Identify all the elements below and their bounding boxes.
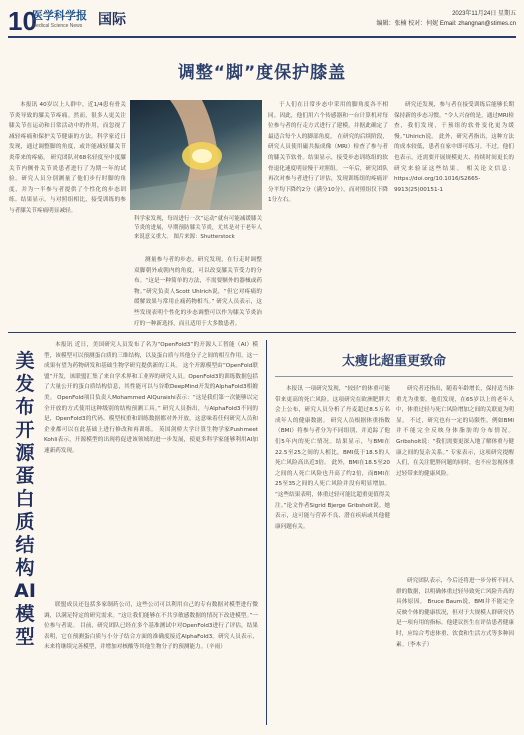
article3-col2-text: 研究者还指出，随着年龄增长，保持适当体重尤为重要。他们发现，在65岁以上的老年人中，体重过轻与死亡风险增加之间的关联更为明显。 不过，研究也有一定的局限性，例如BMI并不能完全反映身体脂肪的分布情况。Gribsholt说：“我们需要更深入地了解体重与健康之间的复杂关系。” 专家表示，这项研究提醒人们，在关注肥胖问题的同时，也不应忽视体重过轻带来的健康风险。 [396,386,514,477]
article3-col2 [396,384,514,574]
masthead-rule [8,36,516,38]
article3-title-rule [275,376,513,377]
column-divider [266,340,267,725]
article3-col1-text: 本报讯 一项研究发现，“较轻”的体重可能带来更高的死亡风险。这项研究在欧洲肥胖大会上公布，研究人员分析了丹麦超过8.5万名成年人的健康数据。 研究人员根据体重指数（BMI）将参与者分为不同组别，并追踪了他们5年内的死亡情况。结果显示，与BMI在22.5至25之间的人相比，BMI低于18.5的人死亡风险高出近3倍。 此外，BMI在18.5至20之间的人死亡风险也升高了约2倍，而BMI在25至35之间的人死亡风险并没有明显增加。 “这些结果表明，体重过轻可能比超重更值得关注。”论文作者Sigrid Bjerge Gribsholt说。她表示，这可能与营养不良、潜在疾病或其他健康问题有关。 [275,386,390,530]
photo-caption: 科学家发现，每周进行一次“运动”就有可能减缓膝关节炎的进展，早期预防膝关节炎，尤其是对于老年人来说意义重大。 图片来源：Shutterstock [134,216,262,240]
article1-col2-text: 测量参与者的步态。研究发现，在行走时调整双脚朝外或朝内的角度，可以改变膝关节受力的分布。“这是一种简单的方法，不需要额外的器械或药物。”研究负责人Scott Uhlrich说，“但它对疼痛的缓解效果与常用止痛药物相当。” 研究人员表示，这些发现表明个性化的步态调整可以作为膝关节炎治疗的一种新选择，而且适用于大多数患者。 [134,257,262,327]
article3-col3-text: 研究团队表示，今后还将进一步分析不同人群的数据，以明确体重过轻导致死亡风险升高的具体原因。 Bruce Baum说，BMI并不能完全反映个体的健康状况，但对于大规模人群研究仍是一项有用的指标。他建议医生在评估患者健康时，应综合考虑体重、饮食和生活方式等多种因素。（李木子） [396,578,514,648]
article3-col3 [396,576,514,724]
article1-col4-text: 研究还发现，参与者在接受训练后能够长期保持新的步态习惯。“令人兴奋的是，通过MRI检查，我们发现，干预组的软骨变化更为缓慢。”Uhlrich说。 此外，研究者指出，这种方法的成本较低，患者在家中即可练习。不过，他们也表示，还需要开展规模更大、持续时间更长的研究来验证这些结果。 相关论文信息：https://doi.org/10.1016/S2665-9913(25)00151-1 [394,102,514,193]
article1-col4 [394,100,514,323]
article2-title: 美发布开源蛋白质结构AI模型 [14,350,36,648]
newspaper-brand: 医学科学报 [32,9,87,22]
article2-col2-text: 联盟成员还包括多家制药公司，这些公司可以利用自己的专有数据对模型进行微调，以满足特定的研究需求。“这让我们能够在不共享敏感数据的情况下改进模型。”一位参与者说。 目前，研究团队已经在多个基准测试中对OpenFold3进行了评估，结果表明，它在预测蛋白质与小分子结合方面的准确度接近AlphaFold3。研究人员表示，未来将继续完善模型，并增加对核酸等其他生物分子的预测能力。（辛雨） [44,602,258,651]
editor-line: 编辑：张楠 校对：何妮 Email: zhangnan@stimes.cn [376,21,516,27]
article2-col2 [44,600,258,720]
article1-col1 [9,100,126,315]
knee-photo [130,100,262,210]
article1-title: 调整“脚”度保护膝盖 [177,63,347,83]
section-name: 国际 [98,12,126,28]
article3-title: 太瘦比超重更致命 [341,354,446,369]
masthead [8,6,516,42]
article2-vertical-title [13,350,37,649]
article1-col3-text: 于人们在日常步态中采用的脚角度各不相同。因此，他们用六个传感器和一台计算机对每位参与者的行走方式进行了建模，并据此确定了最适合每个人的脚部角度。 在研究的后续阶段，研究人员使用磁共振成像（MRI）检查了参与者的膝关节软骨。结果显示，接受步态训练组的软骨退化速度明显慢于对照组。 一年后，研究团队再次对参与者进行了评估，发现训练组的疼痛评分平均下降约2分（满分10分），而对照组仅下降1分左右。 [268,102,388,204]
article2-col1-text: 本报讯 近日，美国研究人员发布了名为“OpenFold3”的开源人工智能（AI）模型，该模型可以预测蛋白质的三维结构，以及蛋白质与其他分子之间的相互作用。这一成果有望为药物研发和基础生物学研究提供新的工具。 这个开源模型由“OpenFold联盟”开发，该联盟汇集了来自学术界和工业界的研究人员。OpenFold3的训练数据包括了大量公开的蛋白质结构信息，其性能可以与谷歌DeepMind开发的AlphaFold3相媲美。 OpenFold项目负责人Mohammed AlQuraishi表示：“这是我们第一次能够以完全开放的方式使用这种级别的结构预测工具。” 研究人员指出，与AlphaFold3不同的是，OpenFold3的代码、模型权重和训练数据都对外开放，这意味着任何研究人员和企业都可以在此基础上进行修改和再训练。 英国剑桥大学计算生物学家Pushmeet Kohli表示，开源模型的出现将促进该领域的进一步发展，使更多科学家能够利用AI加速新药发现。 [44,342,258,454]
article1-col3 [268,100,388,323]
article1-col2 [134,255,262,327]
page-number: 10 [8,6,37,36]
section-divider [8,332,516,333]
newspaper-brand-sub: Medical Science News [32,23,83,29]
article1-col1-text: 本报讯 40岁以上人群中，近1/4患有骨关节炎导致的膝关节疼痛。然而，很多人更关注膝关节在运动和日常活动中的作用，而忽视了减轻疼痛和保护关节健康的方法。科学家近日发现，通过调整脚的角度，或许能减轻膝关节炎带来的疼痛。 研究团队对68名轻度至中度膝关节内侧骨关节炎患者进行了为期一年的试验。研究人员分别测量了他们步行时脚的角度，并为一半参与者提供了个性化的步态训练。结果显示，与对照组相比，接受训练的参与者膝关节疼痛明显减轻。 [9,102,126,214]
article3-col1 [275,384,390,724]
knee-illustration-icon [130,100,262,210]
issue-date: 2023年11月24日 星期五 [452,11,516,17]
